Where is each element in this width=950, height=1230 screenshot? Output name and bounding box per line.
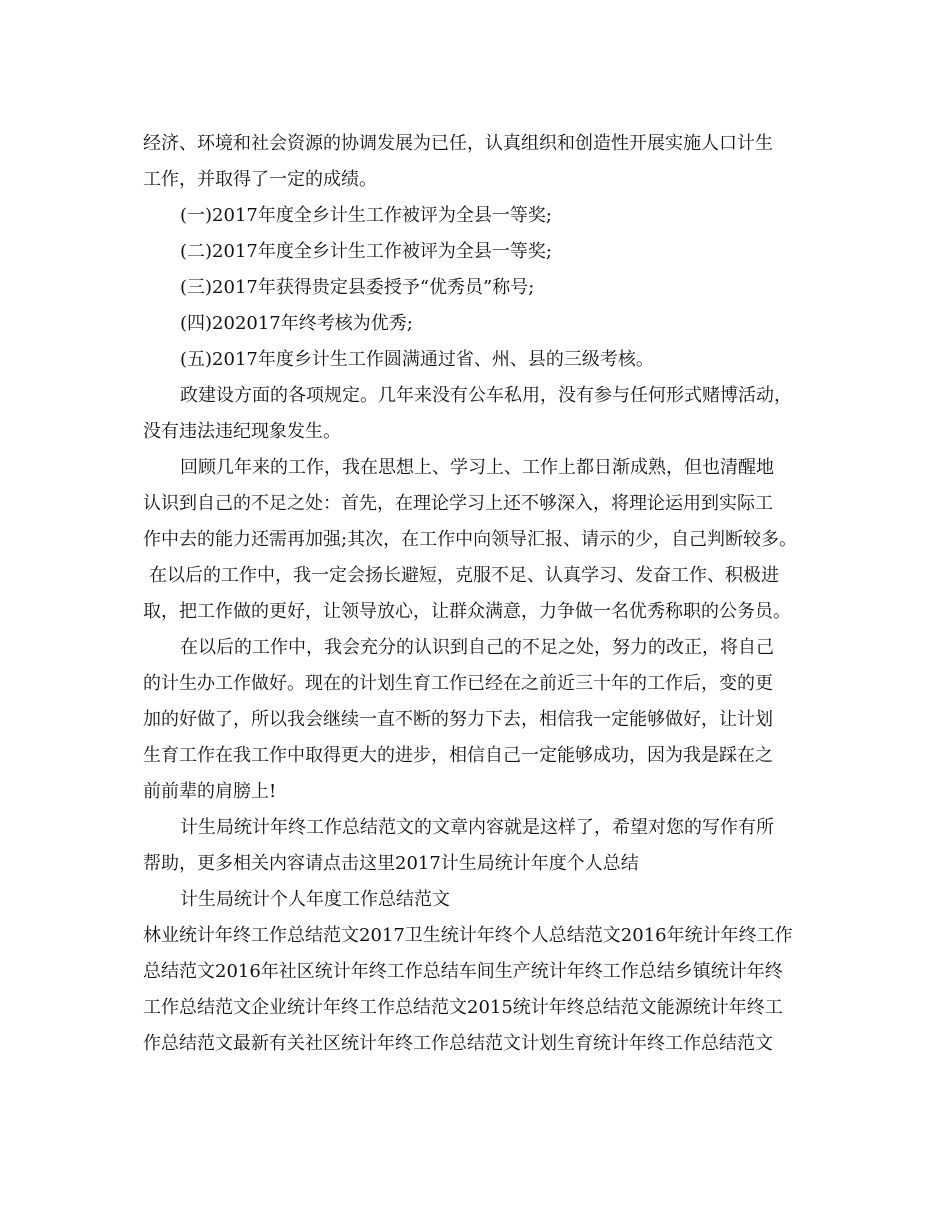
text-line: 作中去的能力还需再加强;其次，在工作中向领导汇报、请示的少，自己判断较多。 — [143, 529, 798, 550]
related-link[interactable]: 计生局统计个人年度工作总结范文 — [180, 889, 450, 910]
text-line: 经济、环境和社会资源的协调发展为已任，认真组织和创造性开展实施人口计生 — [143, 133, 773, 154]
document-body — [143, 126, 823, 1062]
text-line: 取，把工作做的更好，让领导放心，让群众满意，力争做一名优秀称职的公务员。 — [143, 601, 791, 622]
list-item: (三)2017年获得贵定县委授予“优秀员”称号; — [180, 277, 535, 298]
related-links-line[interactable]: 作总结范文最新有关社区统计年终工作总结范文计划生育统计年终工作总结范文 — [143, 1033, 773, 1054]
text-line: 生育工作在我工作中取得更大的进步，相信自己一定能够成功，因为我是踩在之 — [143, 745, 773, 766]
paragraph-start: 计生局统计年终工作总结范文的文章内容就是这样了，希望对您的写作有所 — [180, 817, 774, 838]
list-item: (五)2017年度乡计生工作圆满通过省、州、县的三级考核。 — [180, 349, 654, 370]
related-links-line[interactable]: 总结范文2016年社区统计年终工作总结车间生产统计年终工作总结乡镇统计年终 — [143, 961, 783, 982]
text-line: 加的好做了，所以我会继续一直不断的努力下去，相信我一定能够做好，让计划 — [143, 709, 773, 730]
text-line: 的计生办工作做好。现在的计划生育工作已经在之前近三十年的工作后，变的更 — [143, 673, 773, 694]
paragraph-start: 在以后的工作中，我会充分的认识到自己的不足之处，努力的改正，将自己 — [180, 637, 774, 658]
paragraph-start: 政建设方面的各项规定。几年来没有公车私用，没有参与任何形式赌博活动， — [180, 385, 792, 406]
list-item: (四)202017年终考核为优秀; — [180, 313, 413, 334]
paragraph-start: 回顾几年来的工作，我在思想上、学习上、工作上都日渐成熟，但也清醒地 — [180, 457, 774, 478]
text-line: 认识到自己的不足之处：首先，在理论学习上还不够深入，将理论运用到实际工 — [143, 493, 773, 514]
list-item: (一)2017年度全乡计生工作被评为全县一等奖; — [180, 205, 552, 226]
text-line: 工作，并取得了一定的成绩。 — [143, 169, 377, 190]
related-links-line[interactable]: 林业统计年终工作总结范文2017卫生统计年终个人总结范文2016年统计年终工作 — [143, 925, 793, 946]
text-line: 帮助，更多相关内容请点击这里2017计生局统计年度个人总结 — [143, 853, 639, 874]
text-line: 没有违法违纪现象发生。 — [143, 421, 341, 442]
list-item: (二)2017年度全乡计生工作被评为全县一等奖; — [180, 241, 552, 262]
text-line: 前前辈的肩膀上! — [143, 781, 277, 802]
text-line: 在以后的工作中，我一定会扬长避短，克服不足、认真学习、发奋工作、积极进 — [149, 565, 779, 586]
related-links-line[interactable]: 工作总结范文企业统计年终工作总结范文2015统计年终总结范文能源统计年终工 — [143, 997, 783, 1018]
